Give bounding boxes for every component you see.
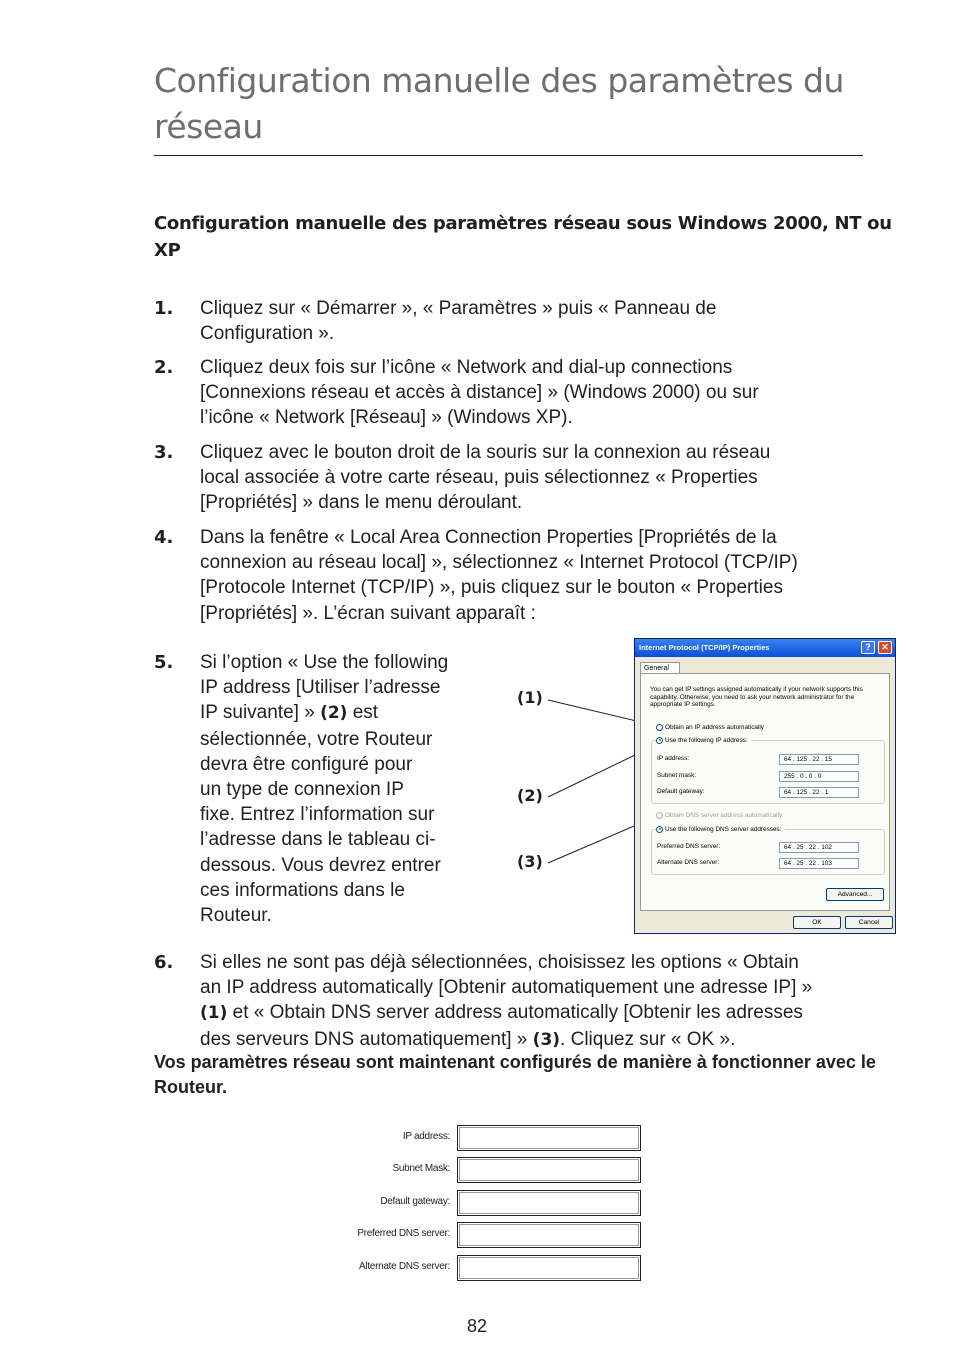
callout-label-3: (3) bbox=[517, 852, 543, 871]
step-line: [Protocole Internet (TCP/IP) », puis cliquez sur le bouton « Properties bbox=[200, 577, 783, 599]
step-line: [Connexions réseau et accès à distance] » (Windows 2000) ou sur bbox=[200, 382, 759, 404]
callout-label-2: (2) bbox=[517, 786, 543, 805]
step-line: Routeur. bbox=[200, 905, 272, 927]
radio-icon bbox=[656, 724, 663, 731]
step-number: 1. bbox=[154, 298, 174, 319]
radio-icon bbox=[656, 812, 663, 819]
default-gateway-label: Default gateway: bbox=[657, 788, 705, 795]
callout-ref-1: (1) bbox=[200, 1003, 228, 1024]
step-text: est bbox=[347, 702, 379, 724]
step-line: Configuration ». bbox=[200, 323, 335, 345]
preferred-dns-label: Preferred DNS server: bbox=[657, 843, 721, 850]
use-ip-label: Use the following IP address: bbox=[665, 737, 748, 744]
form-pdns-field[interactable] bbox=[457, 1222, 641, 1248]
step-line: connexion au réseau local] », sélectionnez « Internet Protocol (TCP/IP) bbox=[200, 552, 798, 574]
dialog-title: Internet Protocol (TCP/IP) Properties bbox=[639, 643, 770, 652]
step-line: l’adresse dans le tableau ci- bbox=[200, 829, 436, 851]
tcpip-properties-dialog bbox=[634, 638, 896, 934]
ip-address-label: IP address: bbox=[657, 755, 690, 762]
use-dns-radio[interactable] bbox=[656, 825, 785, 834]
step-line: Si l’option « Use the following bbox=[200, 652, 449, 673]
subnet-mask-input[interactable]: 255 . 0 . 0 . 0 bbox=[779, 771, 859, 782]
obtain-ip-radio[interactable] bbox=[656, 723, 876, 732]
callout-ref-2: (2) bbox=[320, 703, 348, 724]
alternate-dns-input[interactable]: 64 . 25 . 22 . 103 bbox=[779, 858, 859, 869]
use-dns-label: Use the following DNS server addresses: bbox=[665, 826, 782, 833]
final-note: Vos paramètres réseau sont maintenant configurés de manière à fonctionner avec le Routeur. bbox=[154, 1052, 876, 1097]
step-line: Cliquez avec le bouton droit de la souris sur la connexion au réseau bbox=[200, 442, 771, 463]
default-gateway-input[interactable]: 64 . 125 . 22 . 1 bbox=[779, 787, 859, 798]
step-line: Cliquez deux fois sur l’icône « Network and dial-up connections bbox=[200, 357, 733, 378]
step-line: ces informations dans le bbox=[200, 879, 405, 901]
radio-selected-icon bbox=[656, 826, 663, 833]
callout-ref-3: (3) bbox=[532, 1029, 561, 1050]
form-mask-label: Subnet Mask: bbox=[392, 1163, 450, 1174]
callout-label-1: (1) bbox=[517, 688, 543, 707]
dialog-intro-text: You can get IP settings assigned automatically if your network supports this capability. Otherwise, you need to ask your network administrator for the appropriate IP settings. bbox=[650, 686, 863, 708]
radio-selected-icon bbox=[656, 737, 663, 744]
step-text: des serveurs DNS automatiquement] » bbox=[200, 1028, 533, 1050]
step-number: 4. bbox=[154, 527, 174, 548]
step-line: fixe. Entrez l’information sur bbox=[200, 804, 435, 826]
tab-general[interactable]: General bbox=[640, 662, 680, 674]
preferred-dns-input[interactable]: 64 . 25 . 22 . 102 bbox=[779, 842, 859, 853]
section-heading: Configuration manuelle des paramètres réseau sous Windows 2000, NT ou XP bbox=[154, 213, 892, 261]
form-mask-field[interactable] bbox=[457, 1157, 641, 1183]
step-line: Si elles ne sont pas déjà sélectionnées, choisissez les options « Obtain bbox=[200, 952, 799, 973]
step-line: local associée à votre carte réseau, puis sélectionnez « Properties bbox=[200, 467, 758, 489]
step-number: 6. bbox=[154, 952, 174, 973]
dialog-title-bar bbox=[635, 639, 895, 657]
subnet-mask-label: Subnet mask: bbox=[657, 772, 697, 779]
page-number: 82 bbox=[466, 1316, 488, 1336]
cancel-button[interactable]: Cancel bbox=[845, 916, 893, 929]
step-line: [Propriétés] » dans le menu déroulant. bbox=[200, 492, 523, 514]
step-line: an IP address automatically [Obtenir automatiquement une adresse IP] » bbox=[200, 977, 813, 999]
form-ip-label: IP address: bbox=[402, 1131, 450, 1142]
use-ip-radio[interactable] bbox=[656, 736, 751, 745]
form-adns-field[interactable] bbox=[457, 1255, 641, 1281]
form-pdns-label: Preferred DNS server: bbox=[357, 1228, 450, 1239]
form-gateway-label: Default gateway: bbox=[380, 1196, 450, 1207]
step-line: IP address [Utiliser l’adresse bbox=[200, 677, 441, 699]
step-line: Dans la fenêtre « Local Area Connection Properties [Propriétés de la bbox=[200, 527, 777, 548]
step-line: Cliquez sur « Démarrer », « Paramètres » puis « Panneau de bbox=[200, 298, 717, 319]
general-panel bbox=[640, 673, 890, 911]
form-adns-label: Alternate DNS server: bbox=[359, 1261, 450, 1272]
close-icon[interactable]: ✕ bbox=[878, 641, 892, 654]
step-text: . Cliquez sur « OK ». bbox=[560, 1028, 736, 1050]
step-line: l’icône « Network [Réseau] » (Windows XP). bbox=[200, 407, 573, 429]
step-number: 3. bbox=[154, 442, 174, 463]
step-line: [Propriétés] ». L’écran suivant apparaît : bbox=[200, 602, 536, 624]
page-title: Configuration manuelle des paramètres du réseau bbox=[154, 61, 844, 146]
alternate-dns-label: Alternate DNS server: bbox=[657, 859, 720, 866]
step-line: devra être configuré pour bbox=[200, 753, 413, 775]
obtain-ip-label: Obtain an IP address automatically bbox=[665, 724, 764, 731]
advanced-button[interactable]: Advanced... bbox=[826, 888, 884, 901]
form-gateway-field[interactable] bbox=[457, 1190, 641, 1216]
step-line bbox=[200, 1027, 920, 1053]
step-text: et « Obtain DNS server address automatically [Obtenir les adresses bbox=[227, 1002, 803, 1024]
ip-address-input[interactable]: 64 . 125 . 22 . 15 bbox=[779, 754, 859, 765]
obtain-dns-radio[interactable] bbox=[656, 811, 876, 820]
obtain-dns-label: Obtain DNS server address automatically bbox=[665, 812, 783, 819]
step-line: dessous. Vous devrez entrer bbox=[200, 854, 441, 876]
step-text: IP suivante] » bbox=[200, 702, 321, 724]
step-line: sélectionnée, votre Routeur bbox=[200, 728, 433, 750]
step-line: un type de connexion IP bbox=[200, 779, 404, 801]
ok-button[interactable]: OK bbox=[793, 916, 841, 929]
step-line bbox=[200, 1000, 920, 1026]
help-icon[interactable]: ? bbox=[861, 641, 875, 654]
step-number: 2. bbox=[154, 357, 174, 378]
step-number: 5. bbox=[154, 652, 174, 673]
form-ip-field[interactable] bbox=[457, 1125, 641, 1151]
